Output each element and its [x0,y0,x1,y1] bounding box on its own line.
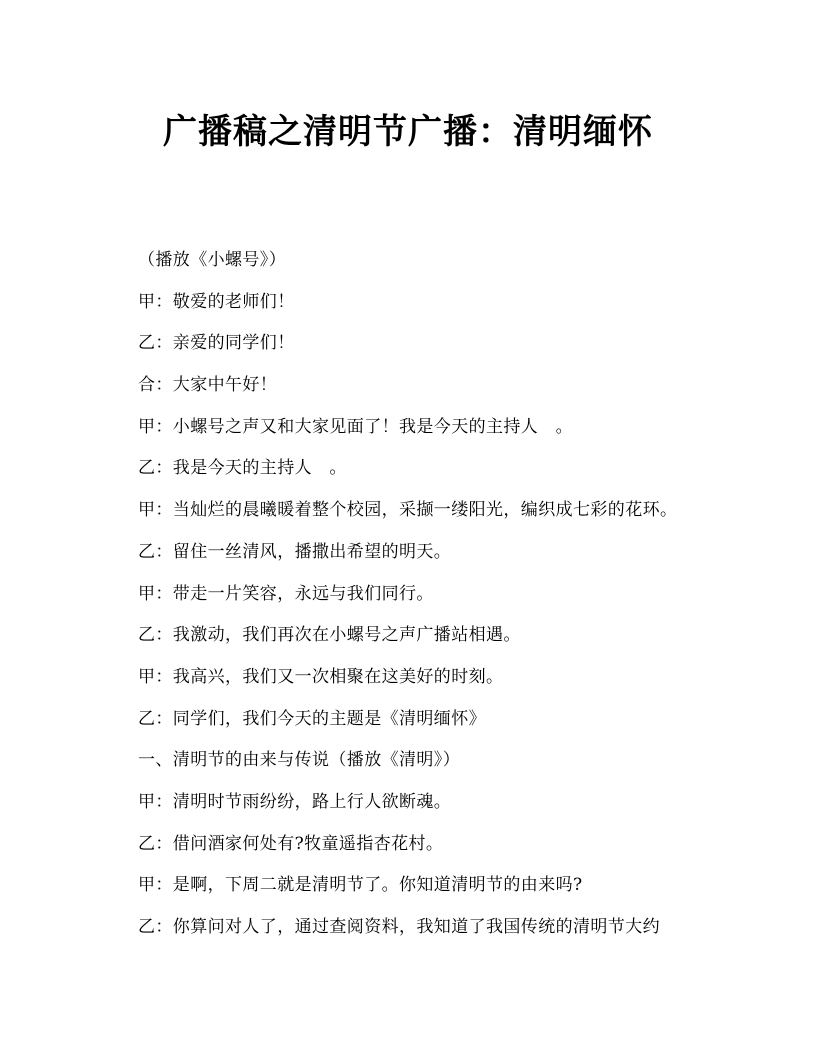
text-line: 乙：借问酒家何处有?牧童遥指杏花村。 [138,833,444,854]
text-line: 甲：是啊，下周二就是清明节了。你知道清明节的由来吗? [138,875,583,896]
text-line: 合：大家中午好！ [138,375,278,396]
text-line: 乙：亲爱的同学们！ [138,333,295,354]
text-line: 甲：清明时节雨纷纷，路上行人欲断魂。 [138,791,452,812]
text-line: 甲：带走一片笑容，永远与我们同行。 [138,583,434,604]
text-line: 甲：敬爱的老师们！ [138,291,295,312]
text-line: 乙：同学们，我们今天的主题是《清明缅怀》 [138,708,486,729]
text-line: 乙：我激动，我们再次在小螺号之声广播站相遇。 [138,625,521,646]
text-line: 甲：当灿烂的晨曦暖着整个校园，采撷一缕阳光，编织成七彩的花环。 [138,500,678,521]
text-line: 甲：我高兴，我们又一次相聚在这美好的时刻。 [138,666,504,687]
text-line: 乙：你算问对人了，通过查阅资料，我知道了我国传统的清明节大约 [138,917,660,937]
text-line: （播放《小螺号》） [138,250,287,270]
text-line: 甲：小螺号之声又和大家见面了！我是今天的主持人 。 [138,416,573,437]
document-title: 广播稿之清明节广播：清明缅怀 [163,112,653,152]
section-heading: 一、清明节的由来与传说（播放《清明》） [138,750,461,771]
document-body [138,240,738,949]
text-line: 乙：我是今天的主持人 。 [138,458,347,479]
text-line: 乙：留住一丝清风，播撒出希望的明天。 [138,541,452,562]
